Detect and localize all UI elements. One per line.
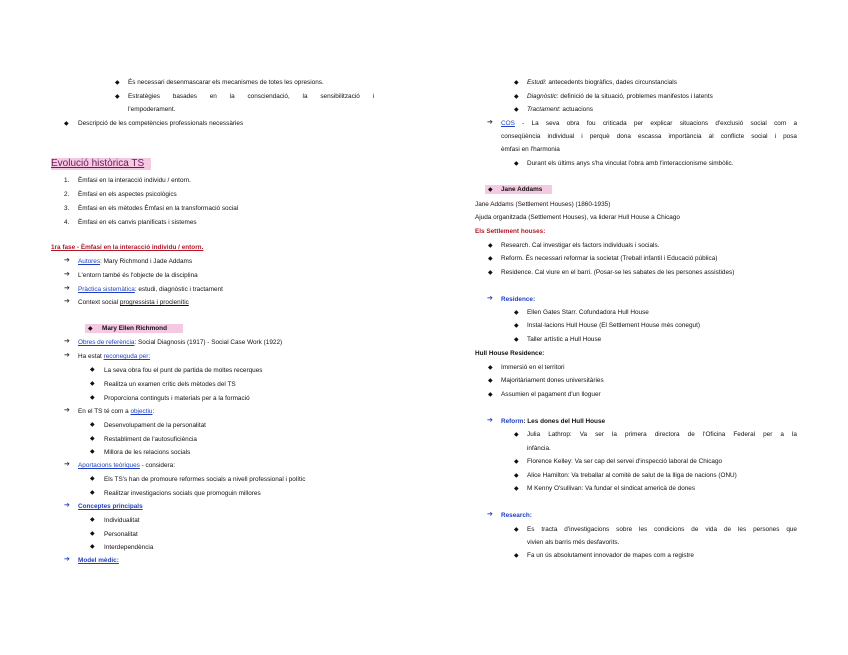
term-label: Estudi	[527, 79, 545, 86]
arrow-right-icon: ➔	[487, 417, 493, 424]
diamond-bullet-icon: ◆	[115, 94, 120, 100]
diamond-bullet-icon: ◆	[488, 270, 493, 276]
list-item	[527, 78, 677, 87]
term-label: Diagnòstic	[527, 93, 557, 100]
list-item-text: - considera:	[139, 462, 175, 469]
diamond-bullet-icon: ◆	[514, 161, 519, 167]
numbered-item: Èmfasi en la interacció individu / entorn.	[78, 177, 191, 184]
diamond-bullet-icon: ◆	[488, 243, 493, 249]
diamond-bullet-icon: ◆	[90, 367, 95, 373]
diamond-bullet-icon: ◆	[514, 80, 519, 86]
list-item: Florence Kelley: Va ser cap del servei d'inspecció laboral de Chicago	[527, 458, 723, 465]
list-item: Realitza un examen crític dels mètodes del TS	[104, 381, 236, 388]
list-item: Restabliment de l'autosuficiència	[104, 436, 197, 443]
diamond-bullet-icon: ◆	[90, 395, 95, 401]
diamond-bullet-icon: ◆	[514, 323, 519, 329]
paragraph-line: conseqüència individual i perquè dona escassa importància al conflicte social i posa	[501, 133, 797, 140]
list-item	[78, 352, 150, 361]
list-item: M Kenny O'sullivan: Va fundar el sindicat americà de dones	[527, 485, 696, 492]
diamond-bullet-icon: ◆	[514, 94, 519, 100]
diamond-bullet-icon: ◆	[488, 256, 493, 262]
list-item-continuation: infància.	[527, 445, 551, 452]
list-item: L'entorn també és l'objecte de la disciplina	[78, 272, 198, 279]
diamond-bullet-icon: ◆	[64, 121, 69, 127]
list-item: Personalitat	[104, 531, 138, 538]
arrow-right-icon: ➔	[487, 119, 493, 126]
diamond-bullet-icon: ◆	[514, 337, 519, 343]
numbered-item: Èmfasi en els mètodes Èmfasi en la transformació social	[78, 205, 239, 212]
diamond-bullet-icon: ◆	[90, 422, 95, 428]
list-item	[78, 257, 192, 266]
list-item	[527, 92, 713, 101]
list-item: Instal·lacions Hull House (El Settlement House més conegut)	[527, 322, 700, 329]
link-label: objectiu	[130, 408, 153, 415]
list-item-continuation: l'empoderament.	[128, 106, 176, 113]
list-item: Realitzar investigacions socials que promoguin millores	[104, 490, 261, 497]
arrow-right-icon: ➔	[64, 285, 70, 292]
link-label: Autores	[78, 258, 101, 265]
underlined-term: progressista i proclenític	[119, 299, 189, 306]
arrow-right-icon: ➔	[64, 461, 70, 468]
list-item-text: : definició de la situació, problemes manifestos i latents	[556, 93, 713, 100]
list-item-text: :	[152, 408, 155, 415]
list-item-text: : Mary Richmond i Jade Addams	[100, 258, 193, 265]
numbered-item: Èmfasi en els aspectes psicològics	[78, 191, 177, 198]
subsection-heading: Residence:	[501, 296, 536, 303]
numbered-item: Èmfasi en els canvis planificats i sistemes	[78, 219, 197, 226]
arrow-right-icon: ➔	[487, 511, 493, 518]
diamond-bullet-icon: ◆	[514, 473, 519, 479]
diamond-bullet-icon: ◆	[90, 436, 95, 442]
numbered-item-number: 2.	[64, 191, 70, 198]
term-label: Tractament	[527, 106, 559, 113]
person-heading: Jane Addams	[501, 186, 543, 193]
person-heading: Mary Ellen Richmond	[102, 325, 167, 332]
list-item: Ellen Gates Starr. Cofundadora Hull House	[527, 309, 649, 316]
arrow-right-icon: ➔	[64, 257, 70, 264]
list-item-text: : Social Diagnosis (1917) - Social Case Work (1922)	[134, 339, 283, 346]
arrow-right-icon: ➔	[64, 298, 70, 305]
list-item: Estratègies basades en la consciendació, la sensibilització i	[128, 93, 374, 100]
link-label: Aportacions teòriques	[78, 462, 140, 469]
list-item: Taller artístic a Hull House	[527, 336, 602, 343]
subsection-heading: Hull House Residence:	[475, 350, 545, 357]
arrow-right-icon: ➔	[64, 338, 70, 345]
heading-label: Reform	[501, 418, 524, 425]
list-item: Individualitat	[104, 517, 140, 524]
text-line: Jane Addams (Settlement Houses) (1860-1935)	[475, 201, 611, 208]
diamond-bullet-icon: ◆	[115, 80, 120, 86]
text-line: Ajuda organitzada (Settlement Houses), va liderar Hull House a Chicago	[475, 214, 680, 221]
diamond-bullet-icon: ◆	[514, 432, 519, 438]
link-label: reconeguda per:	[103, 353, 151, 360]
list-item: La seva obra fou el punt de partida de moltes recerques	[104, 367, 263, 374]
list-item	[527, 105, 593, 114]
arrow-right-icon: ➔	[64, 271, 70, 278]
paragraph-line: èmfasi en l'harmonia	[501, 146, 560, 153]
diamond-bullet-icon: ◆	[514, 553, 519, 559]
list-item: Research. Cal investigar els factors individuals i socials.	[501, 242, 660, 249]
diamond-bullet-icon: ◆	[514, 459, 519, 465]
list-item: Immersió en el territori	[501, 364, 565, 371]
diamond-bullet-icon: ◆	[90, 449, 95, 455]
list-item: És necessari desenmascarar els mecanismes de totes les opresions.	[128, 79, 324, 86]
link-label: Pràctica sistemàtica	[78, 286, 135, 293]
arrow-right-icon: ➔	[64, 352, 70, 359]
diamond-bullet-icon: ◆	[488, 378, 493, 384]
section-title: Evolució històrica TS	[51, 158, 151, 170]
phase-heading: 1ra fase - Èmfasi en la interacció individu / entorn.	[51, 244, 204, 251]
list-item: Proporciona continguts i materials per a la formació	[104, 395, 250, 402]
diamond-bullet-icon: ◆	[514, 527, 519, 533]
arrow-right-icon: ➔	[64, 556, 70, 563]
list-item: Desenvolupament de la personalitat	[104, 422, 206, 429]
arrow-right-icon: ➔	[64, 502, 70, 509]
list-item-text: Context social	[78, 299, 120, 306]
list-item-text: : estudi, diagnòstic i tractament	[134, 286, 223, 293]
list-item: Es tracta d'investigacions sobre les condicions de vida de les persones que	[527, 526, 797, 533]
list-item	[78, 338, 282, 347]
list-item: Descripció de les competències professionals necessàries	[78, 120, 244, 127]
list-item-text: : antecedents biogràfics, dades circunstancials	[544, 79, 677, 86]
list-item: Assumien el pagament d'un lloguer	[501, 391, 601, 398]
diamond-bullet-icon: ◆	[90, 490, 95, 496]
list-item: Els TS's han de promoure reformes socials a nivell professional i polític	[104, 476, 306, 483]
diamond-bullet-icon: ◆	[488, 392, 493, 398]
numbered-item-number: 1.	[64, 177, 70, 184]
subsection-heading: Els Settlement houses:	[475, 228, 546, 235]
subsection-heading	[501, 417, 605, 426]
arrow-right-icon: ➔	[487, 295, 493, 302]
model-heading: Model mèdic:	[78, 557, 119, 564]
arrow-right-icon: ➔	[64, 407, 70, 414]
diamond-bullet-icon: ◆	[90, 381, 95, 387]
list-item-text: En el TS té com a	[78, 408, 131, 415]
diamond-bullet-icon: ◆	[488, 187, 493, 193]
subsection-heading: Research:	[501, 512, 532, 519]
list-item: Interdependència	[104, 544, 154, 551]
diamond-bullet-icon: ◆	[488, 365, 493, 371]
diamond-bullet-icon: ◆	[514, 486, 519, 492]
list-item: Majoritàriament dones universitàries	[501, 377, 604, 384]
list-item: Julia Lathrop: Va ser la primera directora de l'Oficina Federal per a la	[527, 431, 797, 438]
link-label: Obres de referència	[78, 339, 135, 346]
list-item: Millora de les relacions socials	[104, 449, 191, 456]
heading-text: : Les dones del Hull House	[523, 418, 606, 425]
list-item: Reform. És necessari reformar la societat (Treball infantil i Educació pública)	[501, 255, 718, 262]
list-item	[78, 285, 223, 294]
numbered-item-number: 4.	[64, 219, 70, 226]
concepts-heading: Conceptes principals	[78, 503, 143, 510]
list-item: Durant els últims anys s'ha vinculat l'obra amb l'interaccionisme simbòlic.	[527, 160, 734, 167]
list-item-text: : actuacions	[558, 106, 593, 113]
list-item: Alice Hamilton: Va treballar al comitè de salut de la lliga de nacions (ONU)	[527, 472, 737, 479]
list-item-continuation: vivien als barris més desfavorits.	[527, 539, 620, 546]
diamond-bullet-icon: ◆	[90, 517, 95, 523]
link-label: COS	[501, 120, 515, 127]
list-item	[78, 298, 189, 307]
paragraph-text: - La seva obra fou criticada per explicar situacions d'exclusió social com a	[514, 120, 797, 127]
diamond-bullet-icon: ◆	[514, 107, 519, 113]
list-item	[78, 407, 154, 416]
list-item: Fa un ús absolutament innovador de mapes com a registre	[527, 552, 694, 559]
list-item-text: Ha estat	[78, 353, 104, 360]
diamond-bullet-icon: ◆	[88, 326, 93, 332]
diamond-bullet-icon: ◆	[90, 531, 95, 537]
diamond-bullet-icon: ◆	[90, 544, 95, 550]
diamond-bullet-icon: ◆	[514, 310, 519, 316]
paragraph-line	[501, 119, 797, 128]
numbered-item-number: 3.	[64, 205, 70, 212]
diamond-bullet-icon: ◆	[90, 476, 95, 482]
list-item: Residence. Cal viure en el barri. (Posar-se les sabates de les persones assistides)	[501, 269, 735, 276]
list-item	[78, 461, 175, 470]
